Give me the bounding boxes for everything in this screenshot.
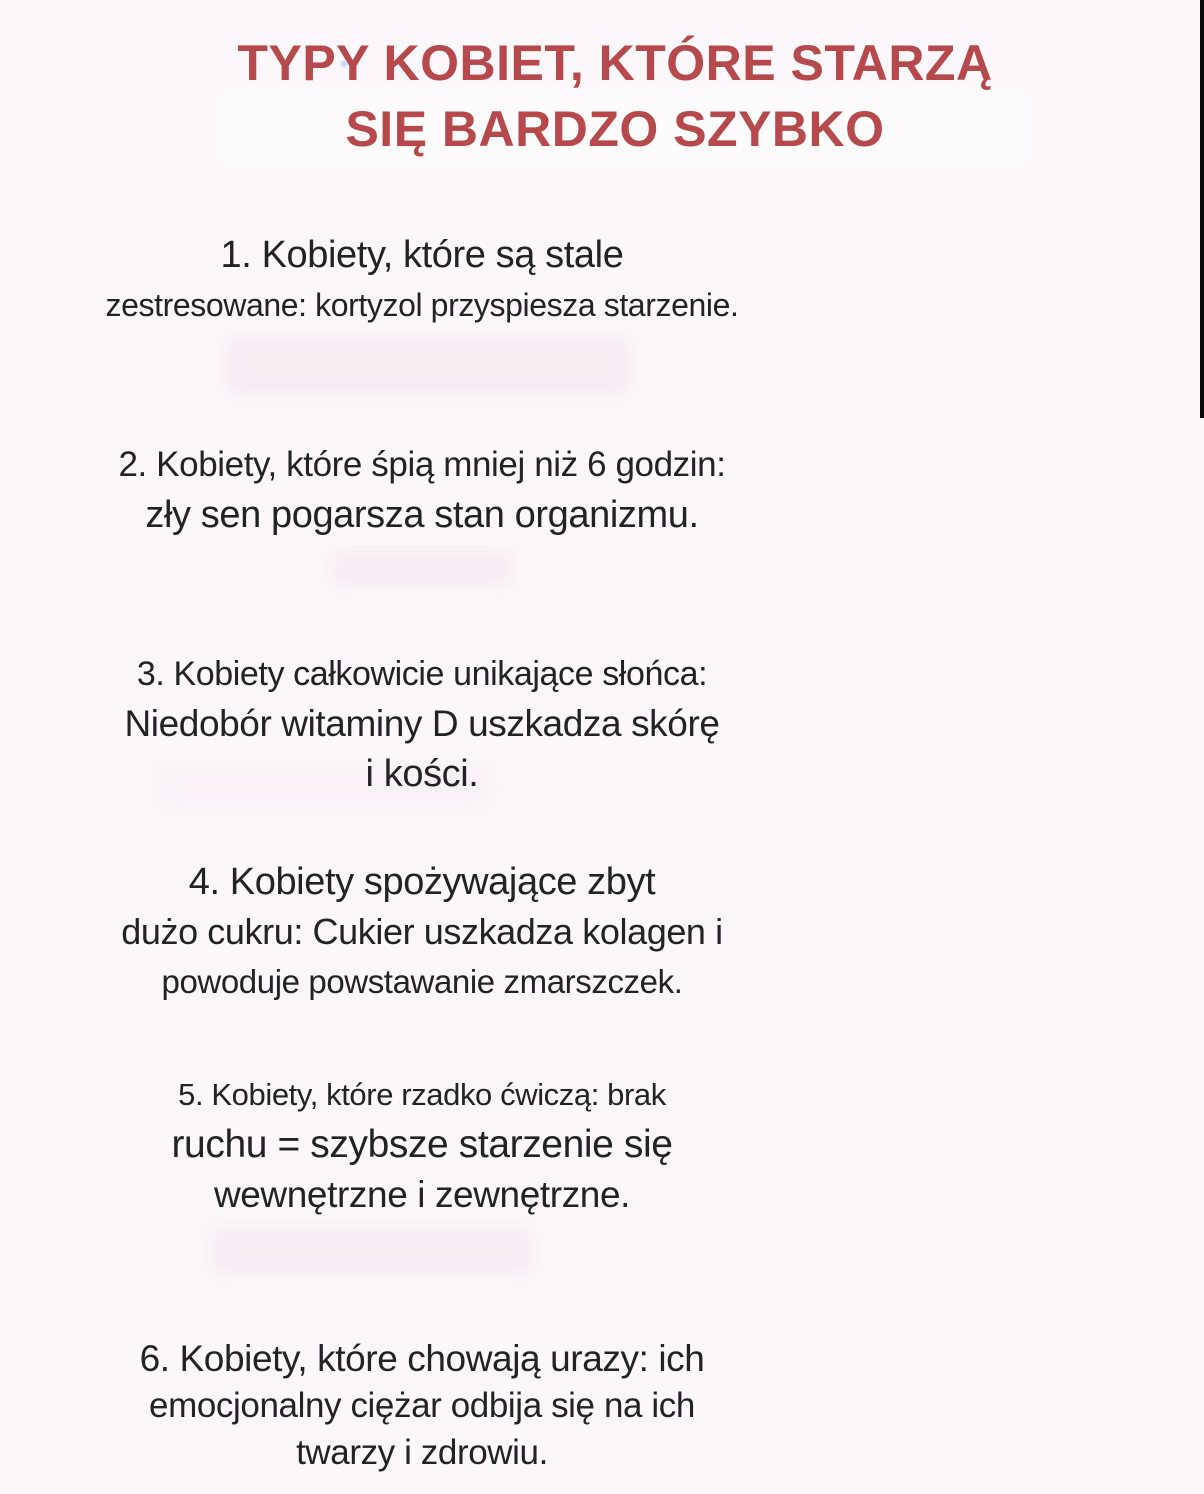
list-item-2-line-1: 2. Kobiety, które śpią mniej niż 6 godzin: <box>118 445 726 484</box>
blur-artifact <box>332 552 512 586</box>
list-item-2-line-2: zły sen pogarsza stan organizmu. <box>145 494 699 536</box>
list-item-3-line-2: Niedobór witaminy D uszkadza skórę <box>124 703 720 744</box>
list-item-6-line-1: 6. Kobiety, które chowają urazy: ich <box>139 1338 705 1379</box>
page-title-line-1: TYPY KOBIET, KTÓRE STARZĄ <box>237 35 993 91</box>
page-title <box>13 30 1204 162</box>
list-item-1 <box>0 230 844 330</box>
list-item-3 <box>0 649 844 799</box>
list-item-1-line-1: 1. Kobiety, które są stale <box>220 234 624 276</box>
list-item-4 <box>0 857 844 1007</box>
list-item-6-line-2: emocjonalny ciężar odbija się na ich <box>149 1386 695 1425</box>
list-item-6 <box>0 1335 844 1476</box>
blur-artifact <box>212 1228 532 1274</box>
list-item-3-line-3: i kości. <box>365 753 479 795</box>
list-item-3-line-1: 3. Kobiety całkowicie unikające słońca: <box>136 655 708 693</box>
list-item-5-line-2: ruchu = szybsze starzenie się <box>171 1123 673 1166</box>
list-item-5-line-1: 5. Kobiety, które rzadko ćwiczą: brak <box>178 1077 666 1112</box>
list-item-4-line-2: dużo cukru: Cukier uszkadza kolagen i <box>121 911 723 952</box>
list-item-5-line-3: wewnętrzne i zewnętrzne. <box>213 1174 631 1215</box>
list-item-1-line-2: zestresowane: kortyzol przyspiesza starzenie. <box>105 287 739 323</box>
list-item-4-line-1: 4. Kobiety spożywające zbyt <box>188 861 656 903</box>
list-item-2 <box>0 440 844 540</box>
page-title-line-2: SIĘ BARDZO SZYBKO <box>345 101 885 157</box>
blur-artifact <box>228 338 628 394</box>
list-item-6-line-3: twarzy i zdrowiu. <box>296 1433 548 1472</box>
list-item-5 <box>0 1070 844 1220</box>
list-item-4-line-3: powoduje powstawanie zmarszczek. <box>161 963 683 1000</box>
